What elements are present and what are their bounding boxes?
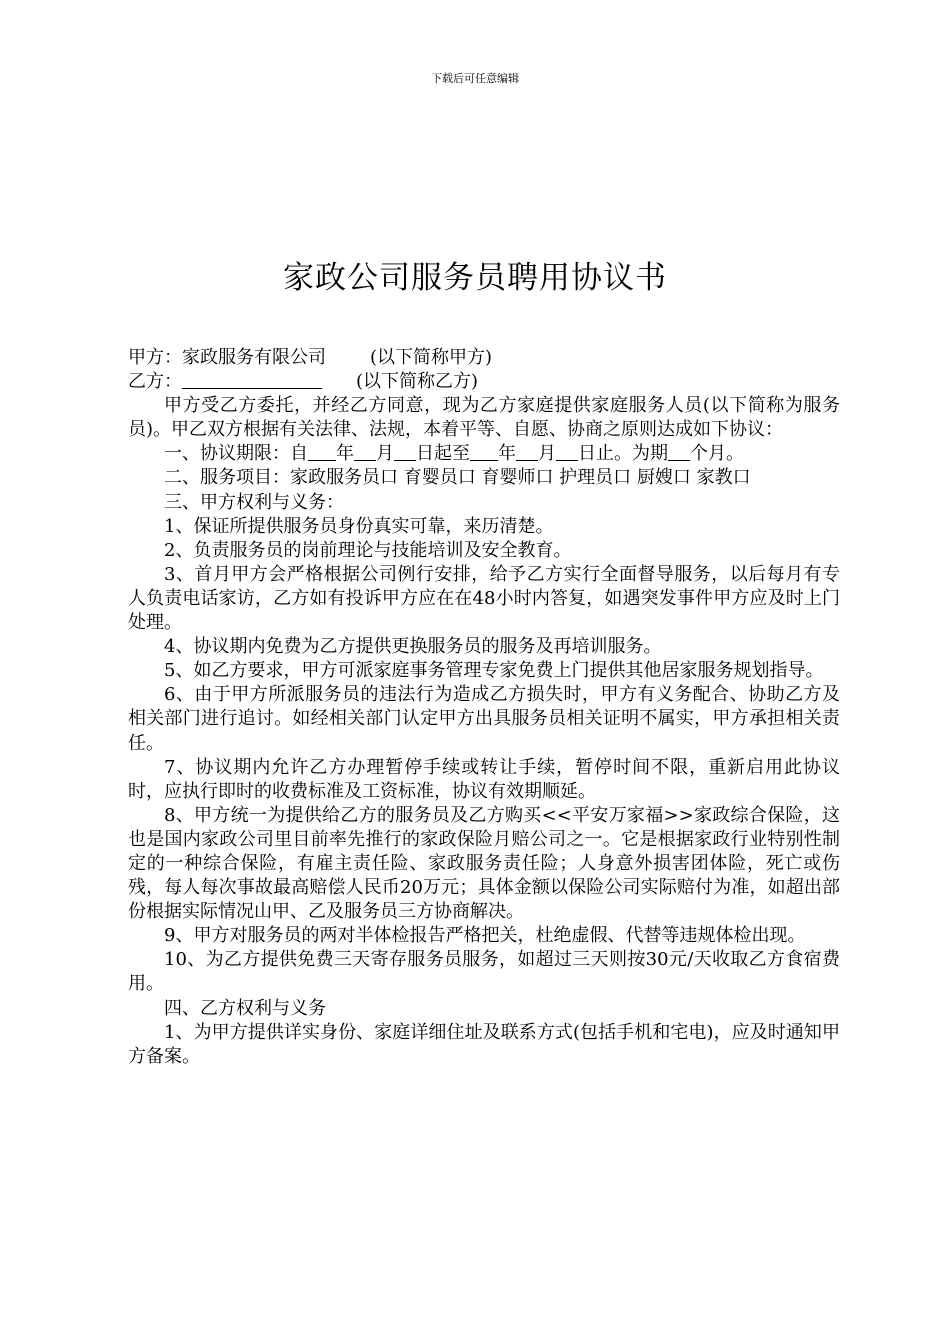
header-note: 下载后可任意编辑 [431, 72, 519, 85]
party-b-line [128, 370, 840, 394]
term-paragraph [128, 442, 840, 466]
term-month: 月 [538, 443, 556, 465]
services-paragraph: 二、服务项目：家政服务员口 育婴员口 育婴师口 护理员口 厨嫂口 家教口 [164, 467, 751, 489]
clause-item: 2、负责服务员的岗前理论与技能培训及安全教育。 [164, 539, 572, 561]
clause-item: 5、如乙方要求，甲方可派家庭事务管理专家免费上门提供其他居家服务规划指导。 [164, 660, 824, 682]
term-blank [556, 442, 578, 461]
clause-item: 1、为甲方提供详实身份、家庭详细住址及联系方式(包括手机和宅电)，应及时通知甲方备案。 [128, 1021, 840, 1067]
party-a-name: 家政服务有限公司 [182, 347, 326, 368]
term-day-from: 日起至 [416, 443, 470, 465]
party-a-line [128, 346, 840, 370]
party-b-alias: (以下简称乙方) [356, 371, 479, 393]
clause-item: 10、为乙方提供免费三天寄存服务员服务，如超过三天则按30元/天收取乙方食宿费用。 [128, 949, 840, 995]
clause-item: 7、协议期内允许乙方办理暂停手续或转让手续，暂停时间不限，重新启用此协议时，应执行即时的收费标准及工资标准，协议有效期顺延。 [128, 756, 840, 802]
term-year: 年 [498, 443, 516, 465]
section-heading: 四、乙方权利与义务 [164, 997, 326, 1019]
party-b-label: 乙方： [128, 371, 182, 393]
term-month: 月 [376, 443, 394, 465]
clause-item: 6、由于甲方所派服务员的违法行为造成乙方损失时，甲方有义务配合、协助乙方及相关部门进行追讨。如经相关部门认定甲方出具服务员相关证明不属实，甲方承担相关责任。 [128, 684, 840, 754]
term-blank [354, 442, 376, 461]
term-blank [308, 442, 336, 461]
term-blank [516, 442, 538, 461]
term-year: 年 [336, 443, 354, 465]
term-suffix: 个月。 [690, 443, 744, 465]
term-blank [470, 442, 498, 461]
clause-item: 9、甲方对服务员的两对半体检报告严格把关，杜绝虚假、代替等违规体检出现。 [164, 925, 806, 947]
document-body [128, 346, 840, 1069]
clause-item: 4、协议期内免费为乙方提供更换服务员的服务及再培训服务。 [164, 636, 662, 658]
clause-item: 1、保证所提供服务员身份真实可靠，来历清楚。 [164, 515, 554, 537]
clause-item: 8、甲方统一为提供给乙方的服务员及乙方购买<<平安万家福>>家政综合保险，这也是国内家政公司里目前率先推行的家政保险月赔公司之一。它是根据家政行业特别性制定的一种综合保险，有雇主责任险、家政服务责任险；人身意外损害团体险，死亡或伤残，每人每次事故最高赔偿人民币20万元；具体金额以保险公司实际赔付为准，如超出部份根据实际情况山甲、乙及服务员三方协商解决。 [128, 804, 840, 923]
section-heading: 三、甲方权利与义务： [164, 491, 344, 513]
intro-paragraph: 甲方受乙方委托，并经乙方同意，现为乙方家庭提供家庭服务人员(以下简称为服务员)。甲乙双方根据有关法律、法规，本着平等、自愿、协商之原则达成如下协议： [128, 395, 840, 441]
clause-item: 3、首月甲方会严格根据公司例行安排，给予乙方实行全面督导服务，以后每月有专人负责电话家访，乙方如有投诉甲方应在在48小时内答复，如遇突发事件甲方应及时上门处理。 [128, 563, 840, 634]
term-blank [668, 442, 690, 461]
party-a-alias: (以下简称甲方) [370, 347, 493, 368]
party-b-blank [182, 370, 322, 389]
term-day-to: 日止。为期 [578, 443, 668, 465]
term-blank [394, 442, 416, 461]
document-title: 家政公司服务员聘用协议书 [283, 260, 667, 296]
term-prefix: 一、协议期限：自 [164, 443, 308, 465]
party-a-label: 甲方： [128, 347, 182, 368]
